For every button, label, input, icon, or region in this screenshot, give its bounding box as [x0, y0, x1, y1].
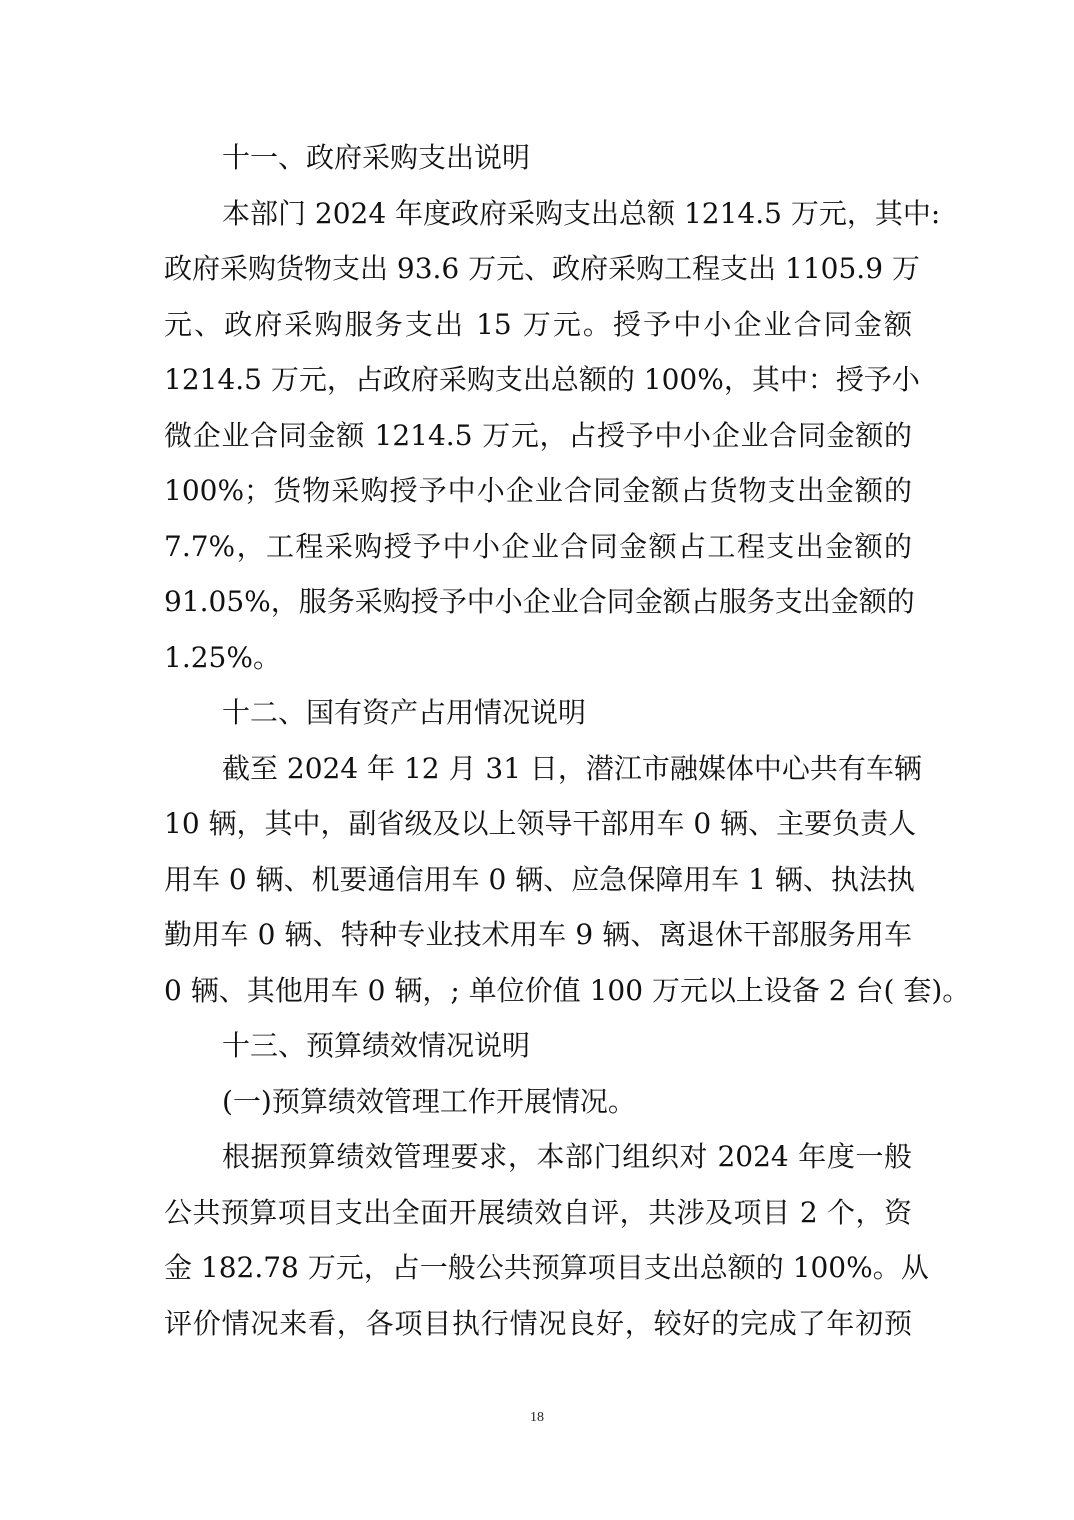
paragraph-line: 公共预算项目支出全面开展绩效自评，共涉及项目 2 个，资 [164, 1195, 912, 1229]
section-heading-state-assets: 十二、国有资产占用情况说明 [222, 696, 587, 729]
section-heading-budget-performance: 十三、预算绩效情况说明 [222, 1029, 531, 1062]
paragraph-line: 1214.5 万元，占政府采购支出总额的 100%，其中：授予小 [164, 363, 920, 396]
paragraph-line: 政府采购货物支出 93.6 万元、政府采购工程支出 1105.9 万 [164, 252, 920, 285]
paragraph-line: 7.7%，工程采购授予中小企业合同金额占工程支出金额的 [164, 529, 912, 563]
paragraph-line: 元、政府采购服务支出 15 万元。授予中小企业合同金额 [164, 307, 912, 341]
section-heading-procurement: 十一、政府采购支出说明 [222, 141, 531, 174]
paragraph-line: 本部门 2024 年度政府采购支出总额 1214.5 万元，其中: [222, 196, 941, 230]
paragraph-line: 评价情况来看，各项目执行情况良好，较好的完成了年初预 [164, 1306, 912, 1340]
page-number: 18 [530, 1410, 544, 1425]
paragraph-line: 勤用车 0 辆、特种专业技术用车 9 辆、离退休干部服务用车 [164, 918, 912, 951]
paragraph-line: 用车 0 辆、机要通信用车 0 辆、应急保障用车 1 辆、执法执 [164, 862, 915, 896]
paragraph-line: 100%；货物采购授予中小企业合同金额占货物支出金额的 [164, 474, 912, 507]
paragraph-line: 1.25%。 [164, 640, 281, 674]
document-body [164, 130, 971, 1351]
paragraph-line: 微企业合同金额 1214.5 万元，占授予中小企业合同金额的 [164, 418, 912, 452]
paragraph-line: 10 辆，其中，副省级及以上领导干部用车 0 辆、主要负责人 [164, 807, 917, 840]
paragraph-line: 根据预算绩效管理要求，本部门组织对 2024 年度一般 [222, 1140, 912, 1173]
paragraph-line: 0 辆、其他用车 0 辆，; 单位价值 100 万元以上设备 2 台( 套)。 [164, 973, 971, 1007]
subsection-heading: (一)预算绩效管理工作开展情况。 [222, 1084, 636, 1118]
paragraph-line: 91.05%，服务采购授予中小企业合同金额占服务支出金额的 [164, 585, 915, 618]
paragraph-line: 截至 2024 年 12 月 31 日，潜江市融媒体中心共有车辆 [222, 751, 922, 785]
paragraph-line: 金 182.78 万元，占一般公共预算项目支出总额的 100%。从 [164, 1251, 929, 1284]
